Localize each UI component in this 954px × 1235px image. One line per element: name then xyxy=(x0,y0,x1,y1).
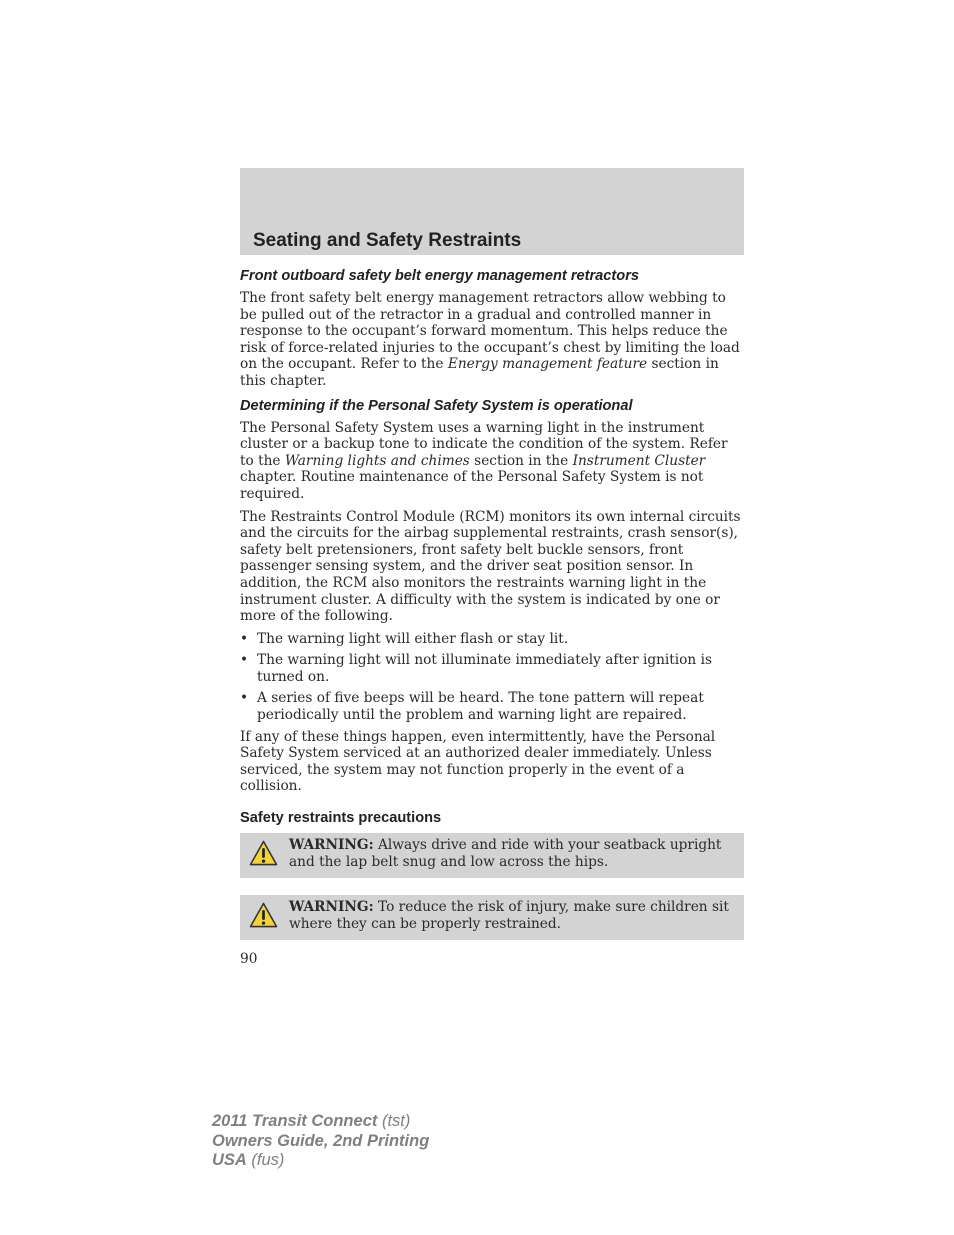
cross-reference-instrument-cluster: Instrument Cluster xyxy=(572,452,706,469)
bullet-icon: • xyxy=(240,652,249,669)
bullet-icon: • xyxy=(240,690,249,707)
paragraph-rcm: The Restraints Control Module (RCM) monitors its own internal circuits and the circuits for the airbag supplemental restraints, crash sensor(s), safety belt pretensioners, front safety belt buckle sensors, front passenger sensing system, and the driver seat position sensor. In addition, the RCM also monitors the restraints warning light in the instrument cluster. A difficulty with the system is indicated by one or more of the following. xyxy=(240,508,741,625)
heading-safety-precautions: Safety restraints precautions xyxy=(240,810,442,827)
page-number: 90 xyxy=(240,951,258,968)
cross-reference-warning-lights: Warning lights and chimes xyxy=(284,452,470,469)
warning-text: To reduce the risk of injury, make sure children sit where they can be properly restrained. xyxy=(289,899,729,932)
cross-reference-energy-management: Energy management feature xyxy=(447,356,648,373)
paragraph-service-advice: If any of these things happen, even intermittently, have the Personal Safety System serviced at an authorized dealer immediately. Unless serviced, the system may not function properly in the event of a collision. xyxy=(240,728,716,795)
warning-label: WARNING: xyxy=(289,899,374,916)
heading-energy-management-retractors: Front outboard safety belt energy management retractors xyxy=(240,268,639,284)
warning-triangle-icon xyxy=(249,840,278,866)
warning-box xyxy=(240,895,744,940)
bullet-icon: • xyxy=(240,630,249,647)
symptom-list xyxy=(240,631,744,724)
heading-pss-operational: Determining if the Personal Safety System is operational xyxy=(240,397,633,414)
section-title: Seating and Safety Restraints xyxy=(253,230,522,251)
warning-box xyxy=(240,833,744,878)
warning-triangle-icon xyxy=(249,902,278,928)
warning-label: WARNING: xyxy=(289,837,374,854)
paragraph-retractors: The front safety belt energy management retractors allow webbing to be pulled out of the retractor in a gradual and controlled manner in response to the occupant’s forward momentum. This helps reduce the risk of force-related injuries to the occupant’s chest by limiting the load on the occupant. Refer to the Energy management feature section in this chapter. xyxy=(240,290,740,389)
footer-line-edition: Owners Guide, 2nd Printing xyxy=(212,1131,430,1150)
page-content xyxy=(240,266,744,968)
document-footer xyxy=(212,1112,429,1171)
footer-line-market: USA (fus) xyxy=(212,1151,285,1169)
list-item: • The warning light will either flash or stay lit. xyxy=(240,630,569,647)
list-item: • The warning light will not illuminate immediately after ignition is turned on. xyxy=(240,652,712,685)
footer-line-model: 2011 Transit Connect (tst) xyxy=(212,1112,411,1130)
warning-text: Always drive and ride with your seatback upright and the lap belt snug and low across the hips. xyxy=(289,837,722,870)
paragraph-pss-warning-light: The Personal Safety System uses a warning light in the instrument cluster or a backup tone to indicate the condition of the system. Refer to the Warning lights and chimes section in the Instrument Cluster chapter. Routine maintenance of the Personal Safety System is not required. xyxy=(240,419,728,502)
list-item: • A series of five beeps will be heard. The tone pattern will repeat periodically until the problem and warning light are repaired. xyxy=(240,690,704,724)
